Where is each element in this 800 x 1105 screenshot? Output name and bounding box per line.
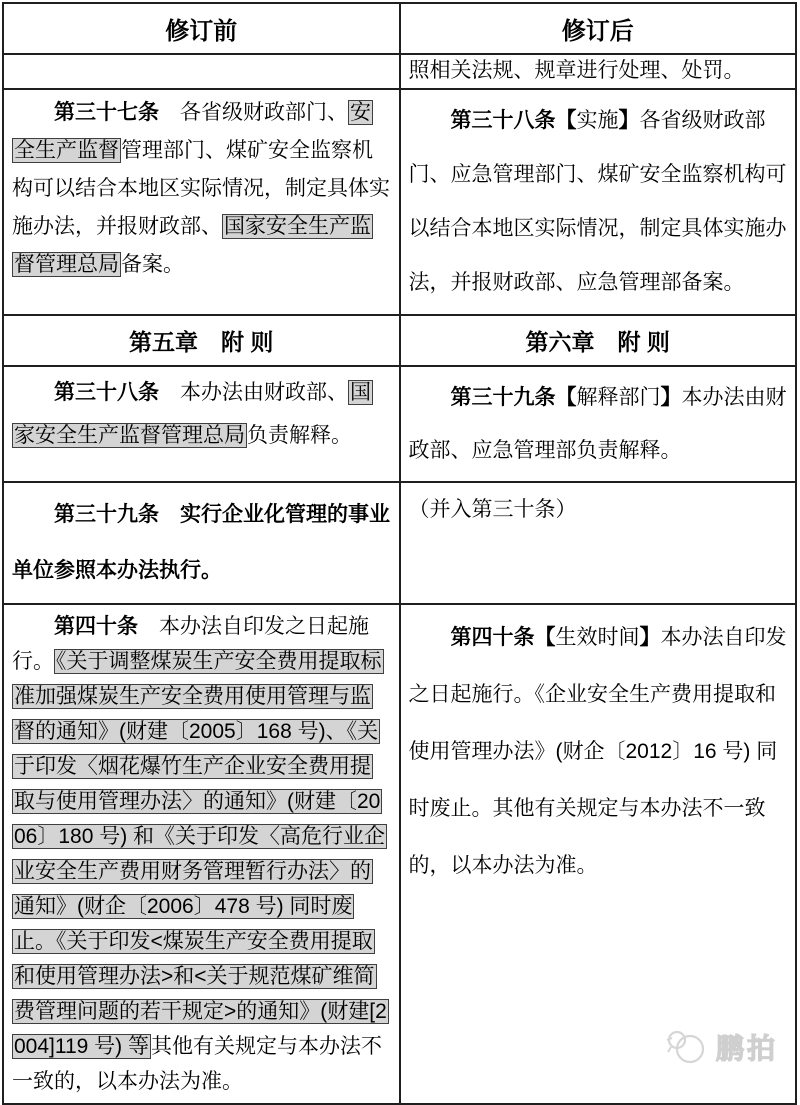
table-cell-right <box>400 366 797 482</box>
text-segment: 本办法由财政部、应急管理部负责解释。 <box>408 386 787 462</box>
table-cell-left <box>3 315 400 366</box>
paragraph <box>12 94 391 284</box>
text-segment: 第四十条 <box>54 615 138 638</box>
text-segment: 】 <box>618 109 640 132</box>
paragraph <box>409 371 788 477</box>
text-segment: 第六章 附 则 <box>525 329 670 355</box>
table-header-row <box>3 3 796 54</box>
header-after-revision: 修订后 <box>400 3 797 54</box>
text-segment: 第四十条【 <box>450 626 556 649</box>
paragraph <box>12 609 391 1099</box>
text-segment: 】 <box>639 626 661 649</box>
paragraph <box>12 324 391 357</box>
text-segment: 第五章 附 则 <box>129 329 274 355</box>
highlighted-text: 国家安全生产监督管理总局 <box>14 215 371 276</box>
text-segment: 解释部门 <box>576 386 661 409</box>
text-segment: 备案。 <box>121 253 184 276</box>
text-segment: 管理部门、煤矿安全监察机构可以结合本地区实际情况，制定具体实施办法，并报财政部、 <box>12 139 390 238</box>
table-row <box>3 604 796 1104</box>
text-segment: 第三十七条 <box>54 101 159 124</box>
paragraph <box>409 487 788 533</box>
table-row <box>3 366 796 482</box>
table-cell-left <box>3 54 400 89</box>
table-row <box>3 54 796 89</box>
text-segment: 第三十九条【 <box>450 386 577 409</box>
paragraph <box>409 324 788 357</box>
table-cell-left <box>3 604 400 1104</box>
highlighted-text: 国家安全生产监督管理总局 <box>14 381 371 447</box>
text-segment: 负责解释。 <box>247 424 352 447</box>
table-cell-right <box>400 482 797 604</box>
text-segment: 】 <box>660 386 682 409</box>
table-cell-right <box>400 315 797 366</box>
highlighted-text: 安全生产监督 <box>14 101 371 162</box>
text-segment: 第三十八条【 <box>450 109 577 132</box>
header-before-revision: 修订前 <box>3 3 400 54</box>
table-cell-right <box>400 54 797 89</box>
table-cell-left <box>3 89 400 315</box>
highlighted-text: 《关于调整煤炭生产安全费用提取标准加强煤炭生产安全费用使用管理与监督的通知》(财建〔2005〕168 号)、《关于印发〈烟花爆竹生产企业安全费用提取与使用管理办法〉的通知》(财建〔2006〕180 号) 和《关于印发〈高危行业企业安全生产费用财务管理暂行办法〉的通知》(财企〔2006〕478 号) 同时废止。《关于印发<煤炭生产安全费用提取和使用管理办法>和<关于规范煤矿维简费管理问题的若干规定>的通知》(财建[2004]119 号) 等 <box>14 650 387 1058</box>
text-segment: 实施 <box>576 109 619 132</box>
text-segment: 其他有关规定与本办法不一致的，以本办法为准。 <box>12 1035 383 1093</box>
comparison-table-body <box>3 54 796 1104</box>
revision-comparison-table <box>2 2 797 1105</box>
watermark-text: 鹏拍 <box>715 1033 778 1064</box>
text-segment: 各省级财政部门、 <box>159 101 348 124</box>
paragraph <box>12 487 391 599</box>
paragraph <box>409 58 788 84</box>
paragraph <box>12 371 391 457</box>
text-segment: 本办法自印发之日起施行。 <box>12 615 369 673</box>
text-segment: 第三十八条 <box>54 381 159 404</box>
paragraph <box>409 94 788 310</box>
paragraph <box>409 609 788 894</box>
table-row <box>3 89 796 315</box>
text-segment: 各省级财政部门、应急管理部门、煤矿安全监察机构可以结合本地区实际情况，制定具体实施办法，并报财政部、应急管理部备案。 <box>408 109 787 294</box>
text-segment: 本办法由财政部、 <box>159 381 348 404</box>
table-row <box>3 315 796 366</box>
table-cell-right <box>400 89 797 315</box>
text-segment: 本办法自印发之日起施行。《企业安全生产费用提取和使用管理办法》(财企〔2012〕16 号) 同时废止。其他有关规定与本办法不一致的，以本办法为准。 <box>408 626 787 877</box>
table-cell-left <box>3 482 400 604</box>
table-cell-right <box>400 604 797 1104</box>
text-segment: 生效时间 <box>555 626 640 649</box>
text-segment: 第三十九条 实行企业化管理的事业单位参照本办法执行。 <box>12 503 390 582</box>
text-segment: 照相关法规、规章进行处理、处罚。 <box>408 59 745 82</box>
table-row <box>3 482 796 604</box>
table-cell-left <box>3 366 400 482</box>
text-segment: （并入第三十条） <box>408 498 577 521</box>
